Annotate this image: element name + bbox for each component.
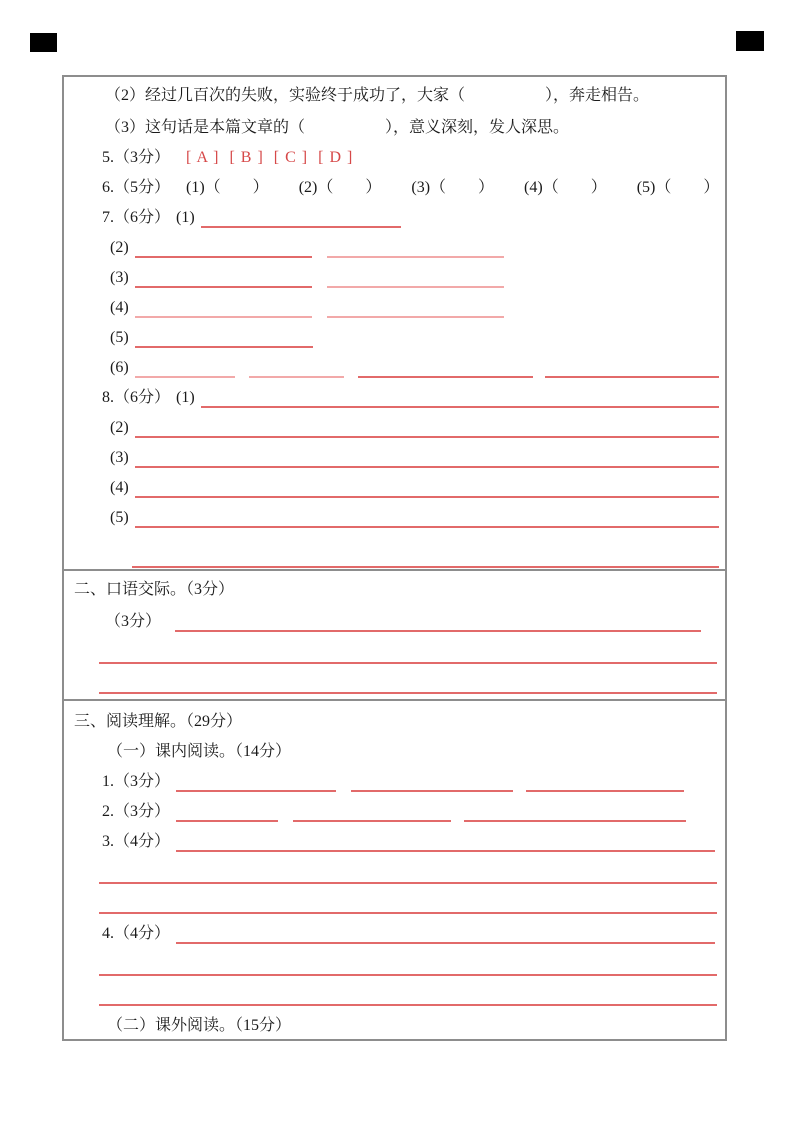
option-c: [ C ] xyxy=(273,149,309,166)
answer-blank xyxy=(135,376,235,378)
part-2-title-row xyxy=(107,1011,719,1041)
answer-blank xyxy=(135,316,312,318)
answer-blank xyxy=(135,466,719,468)
answer-blank xyxy=(327,286,504,288)
q8-sub-4-label: (4) xyxy=(110,479,129,496)
answer-blank xyxy=(99,662,717,664)
answer-blank xyxy=(99,974,717,976)
fill-blank-text-3: （3）这句话是本篇文章的（ ），意义深刻，发人深思。 xyxy=(105,119,570,136)
reading-q1-row xyxy=(102,767,719,797)
section-3-title-row xyxy=(74,707,719,737)
option-d: [ D ] xyxy=(318,149,354,166)
reading-q3-line-row xyxy=(74,889,719,919)
reading-q3-row xyxy=(102,827,719,857)
answer-blank xyxy=(327,256,504,258)
reading-q4-row xyxy=(102,919,719,949)
answer-blank xyxy=(135,346,313,348)
question-8-row-5 xyxy=(110,503,719,533)
question-8-row-4 xyxy=(110,473,719,503)
answer-blank xyxy=(135,436,719,438)
q6-item-3: (3)（ ） xyxy=(411,179,495,196)
registration-mark-right xyxy=(736,31,764,51)
answer-blank xyxy=(201,226,401,228)
question-5-label: 5.（3分） xyxy=(102,149,171,166)
question-7-row-1 xyxy=(102,203,719,233)
answer-blank xyxy=(464,820,686,822)
question-7-row-5 xyxy=(110,323,719,353)
fill-blank-row-3 xyxy=(105,111,719,143)
question-7-row-4 xyxy=(110,293,719,323)
reading-q3-line-row xyxy=(74,857,719,889)
question-6-label: 6.（5分） xyxy=(102,179,171,196)
fill-blank-row-2 xyxy=(105,79,719,111)
answer-blank xyxy=(135,526,719,528)
q7-sub-3-label: (3) xyxy=(110,269,129,286)
question-5-row xyxy=(102,143,719,173)
reading-q1-label: 1.（3分） xyxy=(102,773,171,790)
section-3-title: 三、阅读理解。（29分） xyxy=(74,713,243,730)
answer-blank xyxy=(176,942,715,944)
section-basics xyxy=(64,77,725,569)
answer-blank xyxy=(99,882,717,884)
answer-blank xyxy=(545,376,719,378)
section-2-answer-row xyxy=(105,605,719,637)
reading-q2-label: 2.（3分） xyxy=(102,803,171,820)
answer-blank xyxy=(99,692,717,694)
question-8-label: 8.（6分） xyxy=(102,389,171,406)
question-6-items xyxy=(176,173,719,203)
section-2-title: 二、口语交际。（3分） xyxy=(74,581,235,598)
section-2-score-label: （3分） xyxy=(105,613,162,630)
reading-q4-line-row xyxy=(74,949,719,981)
answer-blank xyxy=(135,496,719,498)
reading-q2-row xyxy=(102,797,719,827)
q6-item-1: (1)（ ） xyxy=(186,179,269,196)
q6-item-2: (2)（ ） xyxy=(298,179,382,196)
answer-blank xyxy=(358,376,533,378)
section-2-line-row xyxy=(74,637,719,669)
answer-blank xyxy=(135,256,312,258)
answer-blank xyxy=(201,406,719,408)
q7-sub-2-label: (2) xyxy=(110,239,129,256)
q6-item-4: (4)（ ） xyxy=(524,179,607,196)
option-a: [ A ] xyxy=(186,149,220,166)
part-2-title: （二）课外阅读。（15分） xyxy=(107,1017,292,1034)
answer-blank xyxy=(175,630,701,632)
q7-sub-5-label: (5) xyxy=(110,329,129,346)
question-8-row-2 xyxy=(110,413,719,443)
answer-blank xyxy=(176,820,278,822)
option-b: [ B ] xyxy=(229,149,264,166)
section-2-title-row xyxy=(74,575,719,605)
question-5-options xyxy=(176,143,353,173)
q6-item-5: (5)（ ） xyxy=(636,179,720,196)
answer-blank xyxy=(176,790,336,792)
question-7-row-2 xyxy=(110,233,719,263)
question-6-row xyxy=(102,173,719,203)
reading-q4-line-row xyxy=(74,981,719,1011)
answer-blank xyxy=(135,286,312,288)
question-7-row-3 xyxy=(110,263,719,293)
question-8-row-1 xyxy=(102,383,719,413)
section-oral-communication xyxy=(64,569,725,699)
q7-sub-4-label: (4) xyxy=(110,299,129,316)
answer-blank xyxy=(293,820,451,822)
reading-q4-label: 4.（4分） xyxy=(102,925,171,942)
answer-blank xyxy=(99,912,717,914)
q8-sub-5-label: (5) xyxy=(110,509,129,526)
part-1-title: （一）课内阅读。（14分） xyxy=(107,743,292,760)
answer-blank xyxy=(176,850,715,852)
q7-sub-6-label: (6) xyxy=(110,359,129,376)
q8-sub-1-label: (1) xyxy=(176,389,195,406)
answer-blank xyxy=(327,316,504,318)
answer-sheet-frame xyxy=(62,75,727,1041)
q8-sub-2-label: (2) xyxy=(110,419,129,436)
fill-blank-text-2: （2）经过几百次的失败，实验终于成功了，大家（ ），奔走相告。 xyxy=(105,87,650,104)
reading-q3-label: 3.（4分） xyxy=(102,833,171,850)
section-reading-comprehension xyxy=(64,699,725,1041)
answer-blank xyxy=(132,566,719,568)
question-8-row-3 xyxy=(110,443,719,473)
section-2-line-row xyxy=(74,669,719,699)
answer-blank xyxy=(249,376,344,378)
registration-mark-left xyxy=(30,33,57,52)
q8-sub-3-label: (3) xyxy=(110,449,129,466)
part-1-title-row xyxy=(107,737,719,767)
question-7-row-6 xyxy=(110,353,719,383)
answer-blank xyxy=(351,790,513,792)
q7-sub-1-label: (1) xyxy=(176,209,195,226)
answer-blank xyxy=(526,790,684,792)
answer-blank xyxy=(99,1004,717,1006)
question-7-label: 7.（6分） xyxy=(102,209,171,226)
